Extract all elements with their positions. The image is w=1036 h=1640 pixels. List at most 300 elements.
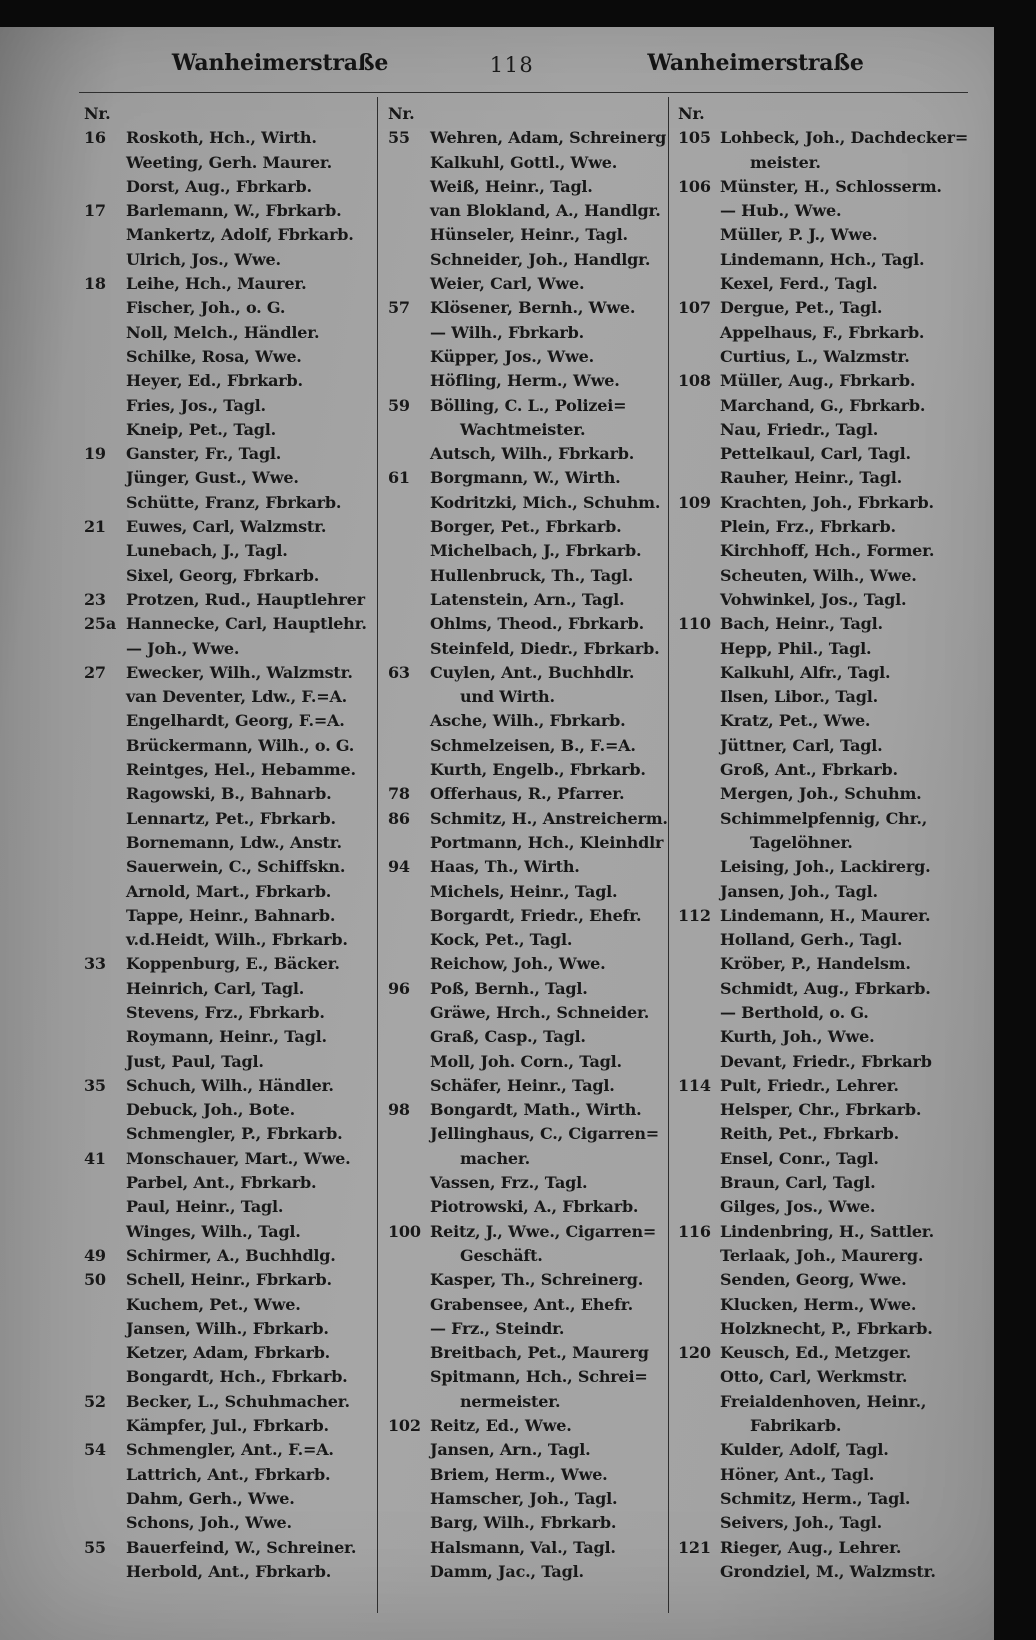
directory-line (388, 952, 665, 976)
house-number (84, 709, 126, 733)
directory-line (678, 1220, 976, 1244)
house-number (84, 296, 126, 320)
page-number: 118 (489, 53, 535, 77)
resident-entry: Schirmer, A., Buchhdlg. (126, 1245, 336, 1265)
directory-line (388, 588, 665, 612)
resident-entry: Heinrich, Carl, Tagl. (126, 978, 305, 998)
directory-line (388, 1390, 665, 1414)
house-number (388, 1074, 430, 1098)
resident-entry: Cuylen, Ant., Buchhdlr. (430, 662, 635, 682)
directory-line (84, 709, 377, 733)
resident-entry: Kulder, Adolf, Tagl. (720, 1440, 889, 1460)
house-number (678, 928, 720, 952)
street-title-left: Wanheimerstraße (171, 50, 389, 76)
directory-line (388, 637, 665, 661)
resident-entry: Hullenbruck, Th., Tagl. (430, 565, 634, 585)
resident-entry: Asche, Wilh., Fbrkarb. (430, 711, 626, 731)
resident-entry: Koppenburg, E., Bäcker. (126, 954, 340, 974)
directory-line (678, 564, 976, 588)
directory-line (678, 491, 976, 515)
house-number (388, 637, 430, 661)
house-number (84, 321, 126, 345)
house-number (678, 880, 720, 904)
resident-entry: Weiß, Heinr., Tagl. (430, 176, 593, 196)
directory-line (678, 952, 976, 976)
house-number (84, 734, 126, 758)
resident-entry (720, 102, 976, 126)
house-number: 16 (84, 128, 106, 148)
resident-entry: Müller, Aug., Fbrkarb. (720, 371, 916, 391)
directory-line (388, 1122, 665, 1146)
directory-line (84, 782, 377, 806)
resident-entry: Schuch, Wilh., Händler. (126, 1075, 334, 1095)
resident-entry: Holland, Gerh., Tagl. (720, 930, 903, 950)
directory-line (84, 612, 377, 636)
resident-entry: Hepp, Phil., Tagl. (720, 638, 872, 658)
house-number (388, 1293, 430, 1317)
directory-line (84, 175, 377, 199)
resident-entry: Gilges, Jos., Wwe. (720, 1197, 876, 1217)
house-number (678, 661, 720, 685)
house-number (678, 1365, 720, 1389)
house-number: 52 (84, 1391, 106, 1411)
directory-line (84, 1074, 377, 1098)
house-number (678, 952, 720, 976)
resident-entry: Portmann, Hch., Kleinhdlr (430, 832, 664, 852)
directory-line (678, 1341, 976, 1365)
house-number: 49 (84, 1245, 106, 1265)
directory-line (84, 855, 377, 879)
directory-line (84, 1341, 377, 1365)
resident-entry: Lindemann, Hch., Tagl. (720, 249, 925, 269)
resident-entry: Curtius, L., Walzmstr. (720, 346, 910, 366)
directory-line (388, 1001, 665, 1025)
resident-entry: Schmitz, Herm., Tagl. (720, 1488, 911, 1508)
house-number (388, 1365, 430, 1389)
directory-line (84, 734, 377, 758)
resident-entry: Höner, Ant., Tagl. (720, 1464, 875, 1484)
house-number (388, 952, 430, 976)
directory-line (388, 442, 665, 466)
house-number (84, 1463, 126, 1487)
resident-entry: Klucken, Herm., Wwe. (720, 1294, 917, 1314)
directory-line (678, 1536, 976, 1560)
house-number (388, 1511, 430, 1535)
directory-line (678, 1001, 976, 1025)
resident-entry: Jüttner, Carl, Tagl. (720, 735, 883, 755)
resident-entry: Schäfer, Heinr., Tagl. (430, 1075, 615, 1095)
directory-line (84, 1438, 377, 1462)
directory-line (388, 564, 665, 588)
resident-entry: Münster, H., Schlosserm. (720, 176, 942, 196)
resident-entry: Schmelzeisen, B., F.=A. (430, 735, 636, 755)
resident-entry: Brückermann, Wilh., o. G. (126, 735, 355, 755)
directory-line (388, 1487, 665, 1511)
resident-entry: Schell, Heinr., Fbrkarb. (126, 1270, 332, 1290)
house-number (678, 758, 720, 782)
house-number (84, 539, 126, 563)
house-number (678, 1390, 720, 1414)
resident-entry: Mergen, Joh., Schuhm. (720, 784, 922, 804)
resident-entry: Kämpfer, Jul., Fbrkarb. (126, 1416, 329, 1436)
house-number (678, 734, 720, 758)
resident-entry: Protzen, Rud., Hauptlehrer (126, 589, 365, 609)
house-number: 21 (84, 517, 106, 537)
house-number (388, 418, 430, 442)
scan-edge-right (994, 0, 1036, 1640)
directory-line (678, 418, 976, 442)
resident-entry: Seivers, Joh., Tagl. (720, 1513, 883, 1533)
resident-entry: Breitbach, Pet., Maurerg (430, 1343, 649, 1363)
directory-line (84, 588, 377, 612)
house-number: Nr. (84, 104, 111, 123)
directory-line (84, 880, 377, 904)
directory-line (678, 345, 976, 369)
house-number (678, 588, 720, 612)
directory-line (388, 1511, 665, 1535)
directory-line (678, 1195, 976, 1219)
house-number (678, 1050, 720, 1074)
directory-line (678, 1560, 976, 1584)
resident-entry: Spitmann, Hch., Schrei= (430, 1367, 648, 1387)
directory-line (678, 1098, 976, 1122)
house-number (84, 928, 126, 952)
house-number (84, 855, 126, 879)
resident-entry: Müller, P. J., Wwe. (720, 225, 878, 245)
house-number (678, 1098, 720, 1122)
directory-line (388, 880, 665, 904)
house-number: 23 (84, 589, 106, 609)
house-number: 19 (84, 444, 106, 464)
directory-line (678, 1511, 976, 1535)
directory-line (84, 928, 377, 952)
resident-entry: Lindenbring, H., Sattler. (720, 1221, 934, 1241)
resident-entry: Weier, Carl, Wwe. (430, 274, 585, 294)
directory-line (388, 709, 665, 733)
resident-entry: Ragowski, B., Bahnarb. (126, 784, 332, 804)
directory-line (678, 223, 976, 247)
house-number: 78 (388, 784, 410, 804)
resident-entry: Schons, Joh., Wwe. (126, 1513, 292, 1533)
house-number (678, 1511, 720, 1535)
house-number (388, 1050, 430, 1074)
resident-entry: Haas, Th., Wirth. (430, 857, 580, 877)
directory-line (84, 977, 377, 1001)
house-number (678, 442, 720, 466)
house-number (678, 1438, 720, 1462)
house-number: 63 (388, 662, 410, 682)
house-number (388, 1147, 430, 1171)
resident-entry: Fabrikarb. (750, 1416, 842, 1436)
resident-entry: Schütte, Franz, Fbrkarb. (126, 492, 342, 512)
house-number: 55 (388, 128, 410, 148)
resident-entry: Kexel, Ferd., Tagl. (720, 274, 878, 294)
directory-line (678, 1438, 976, 1462)
directory-line (84, 296, 377, 320)
house-number (678, 1560, 720, 1584)
column-nr-heading (84, 102, 377, 126)
house-number (678, 1293, 720, 1317)
resident-entry: Sauerwein, C., Schiffskn. (126, 857, 346, 877)
directory-line (84, 1487, 377, 1511)
directory-line (678, 1122, 976, 1146)
resident-entry: Reichow, Joh., Wwe. (430, 954, 606, 974)
resident-entry: Hamscher, Joh., Tagl. (430, 1488, 618, 1508)
resident-entry: Heyer, Ed., Fbrkarb. (126, 371, 303, 391)
resident-entry (126, 102, 377, 126)
house-number (84, 1001, 126, 1025)
house-number (678, 855, 720, 879)
house-number (678, 345, 720, 369)
directory-line (388, 1365, 665, 1389)
resident-entry: Moll, Joh. Corn., Tagl. (430, 1051, 622, 1071)
directory-line (84, 539, 377, 563)
house-number (84, 1025, 126, 1049)
house-number (388, 1487, 430, 1511)
resident-entry: Michelbach, J., Fbrkarb. (430, 541, 642, 561)
directory-line (678, 1365, 976, 1389)
house-number (388, 1268, 430, 1292)
house-number (388, 539, 430, 563)
house-number (84, 1122, 126, 1146)
resident-entry: Leising, Joh., Lackirerg. (720, 857, 931, 877)
resident-entry: Graß, Casp., Tagl. (430, 1027, 586, 1047)
house-number (678, 1317, 720, 1341)
house-number: 61 (388, 468, 410, 488)
resident-entry: Ensel, Conr., Tagl. (720, 1148, 879, 1168)
directory-line (388, 394, 665, 418)
house-number: Nr. (388, 104, 415, 123)
directory-line (388, 685, 665, 709)
resident-entry: Ulrich, Jos., Wwe. (126, 249, 281, 269)
resident-entry: Hannecke, Carl, Hauptlehr. (126, 614, 367, 634)
house-number: 86 (388, 808, 410, 828)
directory-line (84, 442, 377, 466)
column-divider-2 (668, 97, 669, 1613)
house-number (388, 442, 430, 466)
directory-line (388, 1074, 665, 1098)
resident-entry: Plein, Frz., Fbrkarb. (720, 517, 896, 537)
directory-line (678, 515, 976, 539)
house-number (388, 223, 430, 247)
house-number (388, 564, 430, 588)
resident-entry: Bölling, C. L., Polizei= (430, 395, 627, 415)
directory-line (84, 1317, 377, 1341)
house-number (84, 1487, 126, 1511)
directory-line (678, 126, 976, 150)
directory-line (678, 831, 976, 855)
resident-entry: Lindemann, H., Maurer. (720, 905, 931, 925)
directory-line (388, 661, 665, 685)
resident-entry: Just, Paul, Tagl. (126, 1051, 264, 1071)
house-number (678, 321, 720, 345)
house-number (678, 418, 720, 442)
resident-entry: Bach, Heinr., Tagl. (720, 614, 883, 634)
house-number (84, 394, 126, 418)
resident-entry: meister. (750, 152, 821, 172)
resident-entry: Schmengler, P., Fbrkarb. (126, 1124, 343, 1144)
resident-entry: Briem, Herm., Wwe. (430, 1464, 608, 1484)
resident-entry: Piotrowski, A., Fbrkarb. (430, 1197, 639, 1217)
house-number (678, 564, 720, 588)
directory-line (84, 1560, 377, 1584)
directory-line (84, 126, 377, 150)
directory-line (678, 782, 976, 806)
directory-line (678, 1414, 976, 1438)
resident-entry: Kuchem, Pet., Wwe. (126, 1294, 301, 1314)
resident-entry: Höfling, Herm., Wwe. (430, 371, 620, 391)
directory-line (678, 1244, 976, 1268)
directory-line (678, 1268, 976, 1292)
house-number (84, 1365, 126, 1389)
house-number (678, 1268, 720, 1292)
house-number (84, 1171, 126, 1195)
directory-line (678, 1147, 976, 1171)
resident-entry: und Wirth. (460, 687, 555, 707)
resident-entry: Latenstein, Arn., Tagl. (430, 589, 625, 609)
resident-entry: Tagelöhner. (750, 832, 853, 852)
resident-entry: Kirchhoff, Hch., Former. (720, 541, 935, 561)
directory-line (678, 1463, 976, 1487)
directory-line (678, 175, 976, 199)
directory-line (388, 369, 665, 393)
resident-entry: Bauerfeind, W., Schreiner. (126, 1537, 357, 1557)
house-number (388, 199, 430, 223)
house-number (678, 466, 720, 490)
resident-entry: Fischer, Joh., o. G. (126, 298, 286, 318)
house-number (388, 491, 430, 515)
resident-entry: Ganster, Fr., Tagl. (126, 444, 282, 464)
resident-entry: Barlemann, W., Fbrkarb. (126, 201, 342, 221)
directory-line (388, 928, 665, 952)
header-rule (79, 92, 968, 93)
directory-line (678, 296, 976, 320)
directory-line (678, 588, 976, 612)
resident-entry: Lohbeck, Joh., Dachdecker= (720, 128, 969, 148)
house-number (678, 1195, 720, 1219)
house-number: 100 (388, 1221, 421, 1241)
house-number (388, 515, 430, 539)
resident-entry: Appelhaus, F., Fbrkarb. (720, 322, 925, 342)
directory-line (388, 126, 665, 150)
directory-line (388, 612, 665, 636)
resident-entry: Barg, Wilh., Fbrkarb. (430, 1513, 617, 1533)
house-number (678, 539, 720, 563)
resident-entry: Rauher, Heinr., Tagl. (720, 468, 902, 488)
directory-line (678, 734, 976, 758)
house-number (388, 345, 430, 369)
resident-entry: Fries, Jos., Tagl. (126, 395, 266, 415)
directory-line (678, 199, 976, 223)
directory-line (388, 199, 665, 223)
directory-line (84, 807, 377, 831)
directory-line (84, 952, 377, 976)
house-number (388, 1025, 430, 1049)
directory-line (388, 418, 665, 442)
directory-line (388, 1050, 665, 1074)
directory-line (84, 272, 377, 296)
house-number (678, 1414, 720, 1438)
resident-entry: Kasper, Th., Schreinerg. (430, 1270, 644, 1290)
house-number (84, 1560, 126, 1584)
directory-line (388, 1560, 665, 1584)
resident-entry: Winges, Wilh., Tagl. (126, 1221, 301, 1241)
resident-entry: Kratz, Pet., Wwe. (720, 711, 871, 731)
directory-line (388, 1220, 665, 1244)
directory-line (84, 1414, 377, 1438)
resident-entry: Halsmann, Val., Tagl. (430, 1537, 616, 1557)
directory-line (84, 1001, 377, 1025)
directory-line (678, 466, 976, 490)
resident-entry: nermeister. (460, 1391, 561, 1411)
resident-entry: Roskoth, Hch., Wirth. (126, 128, 317, 148)
resident-entry: Kalkuhl, Gottl., Wwe. (430, 152, 618, 172)
street-title-right: Wanheimerstraße (647, 50, 864, 76)
directory-line (388, 272, 665, 296)
resident-entry: Reitz, Ed., Wwe. (430, 1416, 572, 1436)
resident-entry: Kröber, P., Handelsm. (720, 954, 911, 974)
resident-entry: Senden, Georg, Wwe. (720, 1270, 907, 1290)
resident-entry: Ketzer, Adam, Fbrkarb. (126, 1343, 331, 1363)
house-number (84, 1195, 126, 1219)
directory-line (84, 321, 377, 345)
resident-entry: Autsch, Wilh., Fbrkarb. (430, 444, 635, 464)
house-number (84, 782, 126, 806)
house-number (388, 904, 430, 928)
resident-entry: Lattrich, Ant., Fbrkarb. (126, 1464, 331, 1484)
house-number (388, 1438, 430, 1462)
house-number (84, 977, 126, 1001)
house-number: 109 (678, 492, 711, 512)
directory-line (388, 345, 665, 369)
directory-line (388, 1195, 665, 1219)
house-number: 98 (388, 1100, 410, 1120)
house-number (388, 272, 430, 296)
resident-entry: Terlaak, Joh., Maurerg. (720, 1245, 924, 1265)
directory-line (388, 515, 665, 539)
house-number: 27 (84, 662, 106, 682)
directory-line (84, 248, 377, 272)
directory-line (84, 1195, 377, 1219)
resident-entry: — Wilh., Fbrkarb. (430, 322, 584, 342)
resident-entry: Wehren, Adam, Schreinerg (430, 128, 667, 148)
house-number (84, 466, 126, 490)
directory-line (388, 223, 665, 247)
resident-entry: Dahm, Gerh., Wwe. (126, 1488, 295, 1508)
directory-line (388, 466, 665, 490)
house-number: 112 (678, 905, 711, 925)
house-number (84, 904, 126, 928)
resident-entry: Dergue, Pet., Tagl. (720, 298, 883, 318)
house-number: Nr. (678, 104, 705, 123)
directory-line (84, 1147, 377, 1171)
house-number (84, 564, 126, 588)
house-number: 35 (84, 1075, 106, 1095)
directory-line (388, 1268, 665, 1292)
house-number (678, 1171, 720, 1195)
house-number (84, 151, 126, 175)
directory-line (388, 1317, 665, 1341)
house-number (84, 637, 126, 661)
house-number (388, 1536, 430, 1560)
house-number (388, 1560, 430, 1584)
resident-entry: Paul, Heinr., Tagl. (126, 1197, 284, 1217)
resident-entry: Hünseler, Heinr., Tagl. (430, 225, 628, 245)
directory-line (388, 1414, 665, 1438)
directory-line (84, 758, 377, 782)
house-number (84, 1317, 126, 1341)
directory-line (84, 831, 377, 855)
